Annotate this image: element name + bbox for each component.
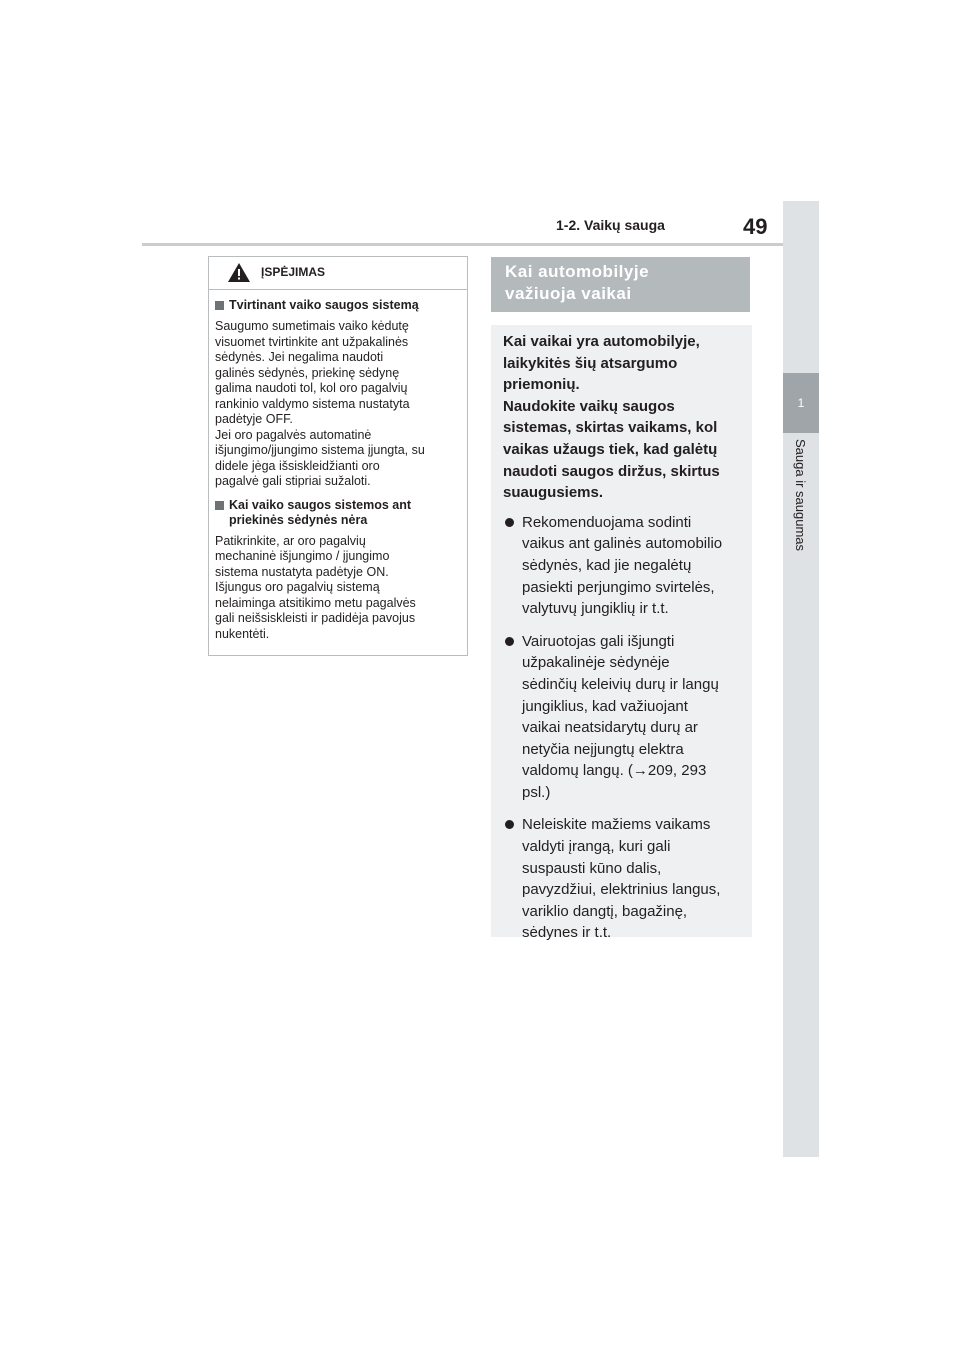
- bullet-dot-icon: [505, 637, 514, 646]
- warning-subheading-text: Kai vaiko saugos sistemos ant priekinės sėdynės nėra: [229, 497, 412, 527]
- bullet-text: Vairuotojas gali išjungti užpakalinėje sėdynėje sėdinčių keleivių durų ir langų jungiklius, kad važiuojant vaikai neatsidarytų durų ar netyčia neįjungtų elektra valdomų langų. (→209, 293 psl.): [522, 632, 719, 801]
- warning-triangle-icon: [227, 262, 251, 283]
- bullet-dot-icon: [505, 820, 514, 829]
- square-bullet-icon: [215, 301, 224, 310]
- bullet-item: [503, 631, 740, 804]
- bullet-item: [503, 814, 740, 944]
- page-number: 49: [743, 214, 768, 239]
- chapter-side-tab: [783, 201, 819, 1157]
- section-title: 1-2. Vaikų sauga: [556, 217, 665, 233]
- chapter-number: 1: [783, 373, 819, 433]
- warning-subheading: [215, 498, 459, 528]
- section-heading: Kai automobilyje važiuoja vaikai: [491, 257, 750, 312]
- warning-header: [209, 257, 467, 290]
- square-bullet-icon: [215, 501, 224, 510]
- header-divider: [142, 243, 783, 246]
- chapter-title: Sauga ir saugumas: [793, 439, 808, 552]
- bullet-text: Rekomenduojama sodinti vaikus ant galinės automobilio sėdynės, kad jie negalėtų pasiekti perjungimo svirtelės, valytuvų jungiklių ir t.t.: [522, 513, 723, 618]
- warning-title: ĮSPĖJIMAS: [261, 265, 326, 279]
- warning-subheading-text: Tvirtinant vaiko saugos sistemą: [229, 298, 419, 312]
- bullet-dot-icon: [505, 518, 514, 527]
- info-lead-text: Kai vaikai yra automobilyje, laikykitės šių atsargumo priemonių. Naudokite vaikų saugos sistemas, skirtas vaikams, kol vaikas užaugs tiek, kad galėtų naudoti saugos diržus, skirtus suaugusiems.: [503, 333, 720, 502]
- warning-body: [209, 290, 467, 642]
- bullet-item: [503, 512, 740, 620]
- warning-subheading: [215, 298, 459, 313]
- bullet-text: Neleiskite mažiems vaikams valdyti įrangą, kuri gali suspausti kūno dalis, pavyzdžiui, elektrinius langus, variklio dangtį, bagažinę, sėdynes ir t.t.: [522, 816, 721, 942]
- warning-paragraph: Patikrinkite, ar oro pagalvių mechaninė išjungimo / įjungimo sistema nustatyta padėtyje ON. Išjungus oro pagalvių sistemą nelaiminga atsitikimo metu pagalvės gali neišsiskleisti ir padidėja pavojus nukentėti.: [215, 533, 416, 641]
- warning-paragraph: Saugumo sumetimais vaiko kėdutę visuomet tvirtinkite ant užpakalinės sėdynės. Jei negalima naudoti galinės sėdynės, priekinę sėdynę galima naudoti tol, kol oro pagalvių rankinio valdymo sistema nustatyta padėtyje OFF. Jei oro pagalvės automatinė išjungimo/įjungimo sistema įjungta, su didele jėga išsiskleidžianti oro pagalvė gali stipriai sužaloti.: [215, 319, 425, 488]
- info-box: [491, 325, 752, 942]
- warning-box: [208, 256, 468, 656]
